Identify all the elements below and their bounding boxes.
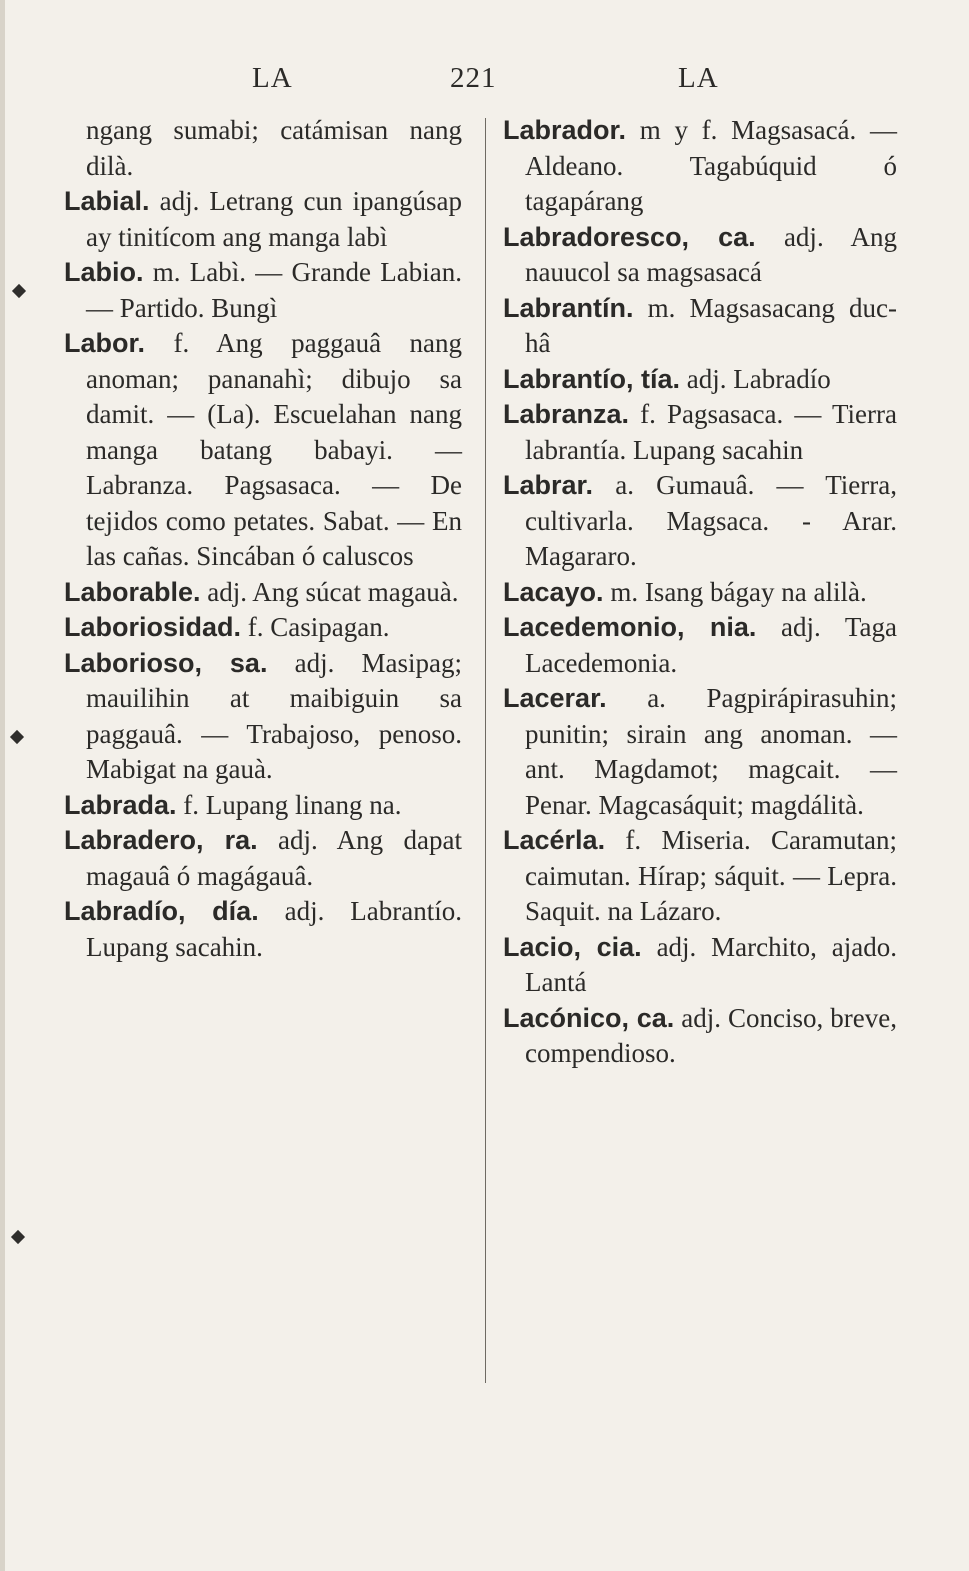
dictionary-entry bbox=[64, 184, 462, 255]
definition: m. Magsasacang duc-hâ bbox=[525, 292, 897, 358]
definition: adj. Letrang cun ipangúsap ay tinitícom ang manga labì bbox=[86, 186, 462, 252]
definition: f. Miseria. Caramutan; caimutan. Hírap; sáquit. — Lepra. Saquit. na Lázaro. bbox=[525, 825, 897, 926]
dictionary-entry bbox=[503, 1001, 897, 1072]
dictionary-entry bbox=[64, 326, 462, 575]
definition: m y f. Magsasacá. — Aldeano. Tagabúquid ó tagapárang bbox=[525, 115, 897, 216]
dictionary-entry bbox=[503, 220, 897, 291]
right-column bbox=[503, 113, 897, 1072]
definition: f. Lupang linang na. bbox=[176, 789, 402, 820]
headword: Lacio, cia. bbox=[503, 931, 642, 962]
headword: Lacérla. bbox=[503, 825, 606, 855]
definition: adj. Labradío bbox=[680, 363, 831, 394]
headword: Lacónico, ca. bbox=[503, 1002, 675, 1033]
margin-mark bbox=[12, 284, 26, 298]
dictionary-entry bbox=[64, 894, 462, 965]
definition: adj. Ang dapat magauâ ó magágauâ. bbox=[86, 825, 463, 891]
headword: Lacedemonio, nia. bbox=[503, 612, 757, 642]
definition: f. Ang paggauâ nang anoman; pananahì; dibujo sa damit. — (La). Escuelahan nang manga batang babayi. — Labranza. Pagsasaca. — De tejidos como petates. Sabat. — En las cañas. Sincában ó caluscos bbox=[86, 328, 462, 571]
headword: Labor. bbox=[64, 328, 146, 358]
definition: a. Gumauâ. — Tierra, cultivarla. Magsaca. - Arar. Magararo. bbox=[525, 470, 897, 571]
definition: adj. Marchito, ajado. Lantá bbox=[525, 931, 897, 997]
headword: Labrantío, tía. bbox=[503, 363, 681, 394]
definition: adj. Conciso, breve, compendioso. bbox=[525, 1002, 897, 1068]
headword: Labradío, día. bbox=[64, 896, 259, 926]
headword: Labrador. bbox=[503, 115, 627, 145]
margin-mark bbox=[10, 730, 24, 744]
headword: Laboriosidad. bbox=[64, 612, 242, 642]
dictionary-entry bbox=[503, 575, 897, 611]
definition: adj. Ang súcat magauà. bbox=[200, 576, 459, 607]
page-number: 221 bbox=[450, 62, 497, 94]
header-left-guide-word: LA bbox=[252, 62, 293, 94]
dictionary-entry bbox=[64, 255, 462, 326]
dictionary-entry bbox=[64, 575, 462, 611]
definition: m. Labì. — Grande Labian. — Partido. Bungì bbox=[86, 257, 462, 323]
dictionary-entry bbox=[503, 362, 897, 398]
definition: adj. Taga Lacedemonia. bbox=[525, 612, 897, 678]
dictionary-entry bbox=[503, 291, 897, 362]
dictionary-entry bbox=[503, 823, 897, 930]
headword: Laborioso, sa. bbox=[64, 647, 268, 678]
headword: Labial. bbox=[64, 186, 150, 216]
headword: Lacerar. bbox=[503, 683, 607, 713]
dictionary-entry bbox=[64, 788, 462, 824]
page-edge bbox=[0, 0, 5, 1571]
page-header bbox=[0, 62, 969, 102]
definition: adj. Ang nauucol sa magsasacá bbox=[525, 221, 897, 287]
headword: Lacayo. bbox=[503, 576, 604, 607]
continued-entry: ngang sumabi; catámisan nang dilà. bbox=[86, 115, 462, 181]
headword: Labranza. bbox=[503, 399, 630, 429]
headword: Labradoresco, ca. bbox=[503, 221, 756, 252]
dictionary-entry bbox=[64, 823, 462, 894]
headword: Laborable. bbox=[64, 576, 201, 607]
dictionary-entry bbox=[503, 610, 897, 681]
definition: adj. Labrantío. Lupang sacahin. bbox=[86, 896, 462, 962]
headword: Labio. bbox=[64, 257, 144, 287]
dictionary-entry bbox=[503, 397, 897, 468]
column-divider bbox=[485, 118, 486, 1383]
headword: Labrar. bbox=[503, 470, 594, 500]
headword: Labradero, ra. bbox=[64, 825, 258, 855]
definition: f. Pagsasaca. — Tierra labrantía. Lupang sacahin bbox=[525, 399, 897, 465]
dictionary-entry bbox=[64, 646, 462, 788]
margin-mark bbox=[11, 1230, 25, 1244]
dictionary-entry bbox=[503, 113, 897, 220]
definition: adj. Masipag; mauilihin at maibiguin sa paggauâ. — Trabajoso, penoso. Mabigat na gauà. bbox=[86, 647, 462, 784]
dictionary-entry bbox=[64, 610, 462, 646]
definition: a. Pagpirápirasuhin; punitin; sirain ang anoman. — ant. Magdamot; magcait. — Penar. Magcasáquit; magdálità. bbox=[525, 683, 897, 820]
headword: Labrantín. bbox=[503, 292, 634, 323]
definition: m. Isang bágay na alilà. bbox=[603, 576, 867, 607]
definition: f. Casipagan. bbox=[241, 612, 390, 642]
dictionary-entry bbox=[503, 681, 897, 823]
dictionary-entry bbox=[503, 930, 897, 1001]
left-column bbox=[64, 113, 462, 965]
header-right-guide-word: LA bbox=[678, 62, 719, 94]
dictionary-entry bbox=[503, 468, 897, 575]
headword: Labrada. bbox=[64, 789, 177, 820]
